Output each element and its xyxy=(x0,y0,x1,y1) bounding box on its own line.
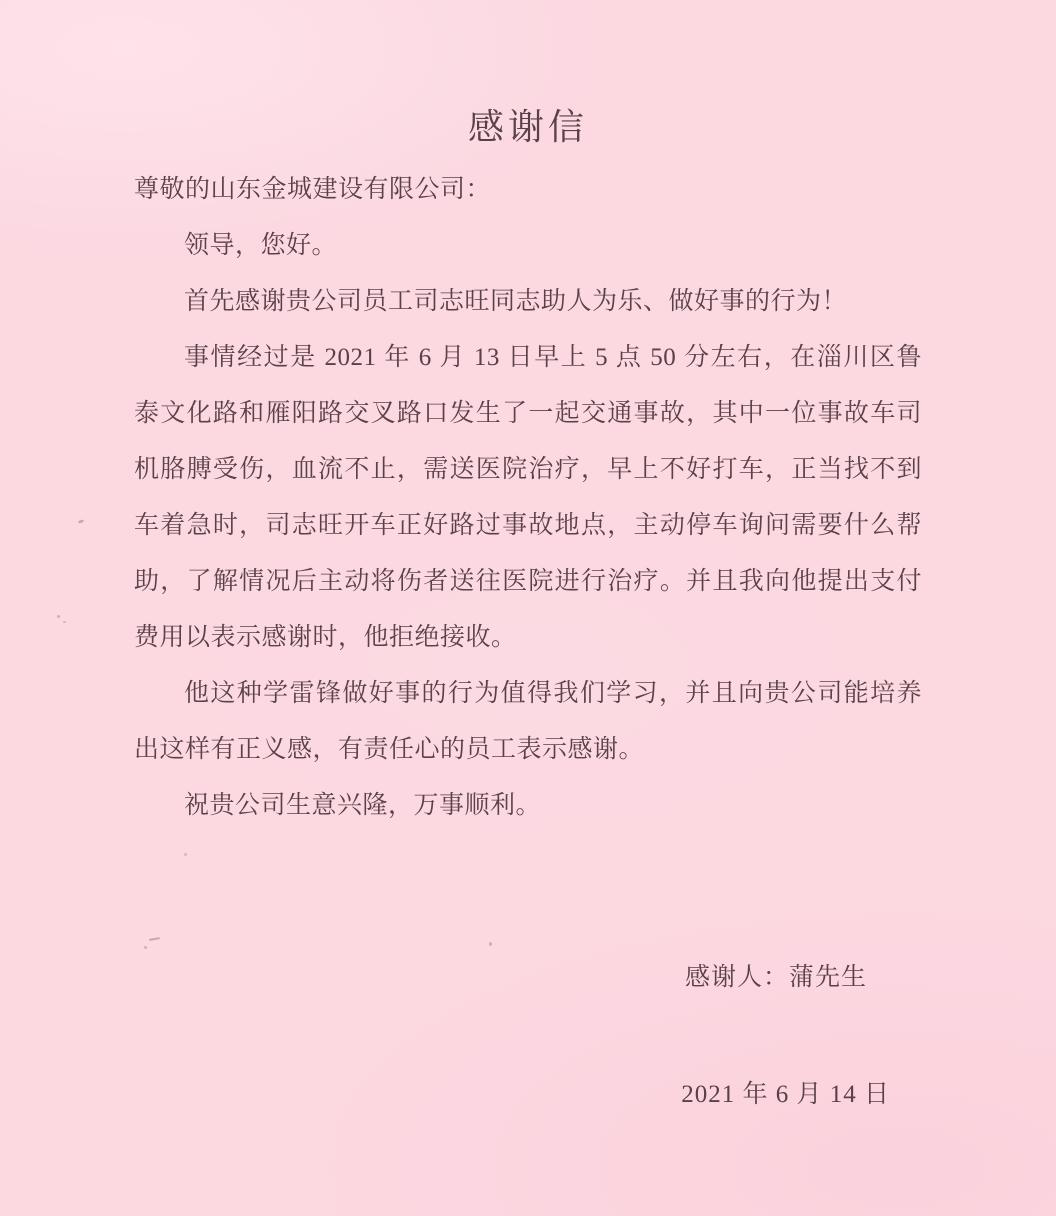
letter-line: 助，了解情况后主动将伤者送往医院进行治疗。并且我向他提出支付 xyxy=(134,568,922,595)
letter-line: 车着急时，司志旺开车正好路过事故地点，主动停车询问需要什么帮 xyxy=(134,512,922,539)
letter-body xyxy=(134,162,922,834)
scan-artifact xyxy=(78,519,85,524)
scan-artifact xyxy=(63,621,66,623)
scan-artifact xyxy=(184,853,187,856)
letter-line-salutation: 尊敬的山东金城建设有限公司： xyxy=(134,176,492,203)
letter-line: 出这样有正义感，有责任心的员工表示感谢。 xyxy=(134,736,645,763)
scan-artifact xyxy=(144,946,147,949)
scan-artifact xyxy=(57,615,60,618)
letter-line: 祝贵公司生意兴隆，万事顺利。 xyxy=(184,792,542,819)
letter-line: 费用以表示感谢时，他拒绝接收。 xyxy=(134,624,517,651)
letter-title: 感谢信 xyxy=(467,107,588,147)
letter-line: 泰文化路和雁阳路交叉路口发生了一起交通事故，其中一位事故车司 xyxy=(134,400,922,427)
letter-line: 他这种学雷锋做好事的行为值得我们学习，并且向贵公司能培养 xyxy=(184,680,922,707)
date-line: 2021 年 6 月 14 日 xyxy=(681,1081,890,1108)
scan-artifact xyxy=(489,942,492,946)
signature-line: 感谢人：蒲先生 xyxy=(684,964,867,991)
letter-line: 机胳膊受伤，血流不止，需送医院治疗，早上不好打车，正当找不到 xyxy=(134,456,922,483)
letter-line: 首先感谢贵公司员工司志旺同志助人为乐、做好事的行为！ xyxy=(184,288,848,315)
scan-artifact xyxy=(149,937,160,941)
letter-line: 事情经过是 2021 年 6 月 13 日早上 5 点 50 分左右，在淄川区鲁 xyxy=(184,344,922,371)
letter-line: 领导，您好。 xyxy=(184,232,338,259)
